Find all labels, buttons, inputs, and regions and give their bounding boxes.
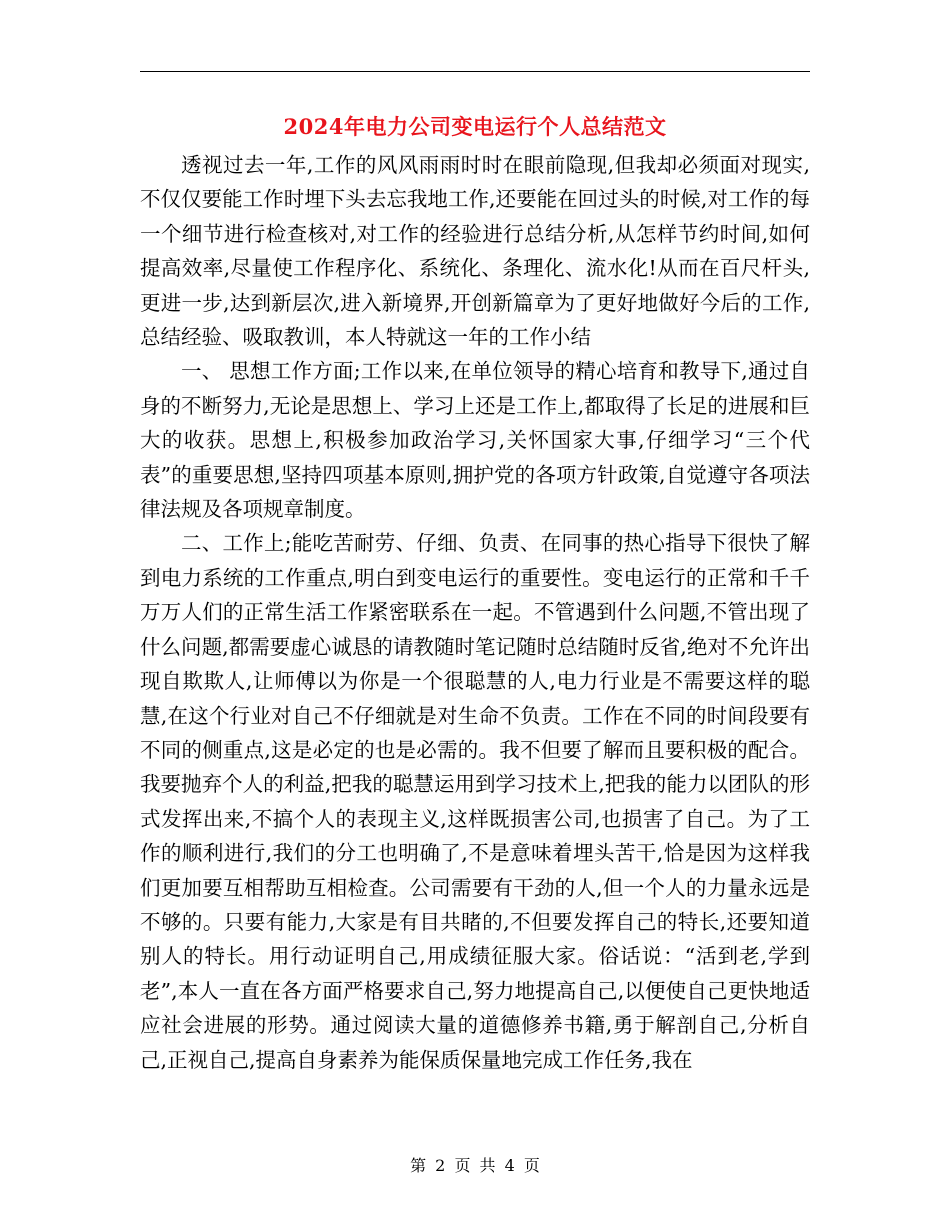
document-title: 2024年电力公司变电运行个人总结范文 bbox=[283, 114, 667, 139]
page-footer: 第 2 页 共 4 页 bbox=[410, 1156, 540, 1175]
header-rule bbox=[140, 71, 810, 72]
document-body bbox=[140, 148, 810, 1077]
paragraph-intro: 透视过去一年,工作的风风雨雨时时在眼前隐现,但我却必须面对现实,不仅仅要能工作时埋下头去忘我地工作,还要能在回过头的时候,对工作的每一个细节进行检查核对,对工作的经验进行总结分析,从怎样节约时间,如何提高效率,尽量使工作程序化、系统化、条理化、流水化!从而在百尺杆头,更进一步,达到新层次,进入新境界,开创新篇章为了更好地做好今后的工作,总结经验、吸取教训，本人特就这一年的工作小结 bbox=[140, 153, 810, 350]
paragraph-thought-work: 一、 思想工作方面;工作以来,在单位领导的精心培育和教导下,通过自身的不断努力,无论是思想上、学习上还是工作上,都取得了长足的进展和巨大的收获。思想上,积极参加政治学习,关怀国家大事,仔细学习“三个代表”的重要思想,坚持四项基本原则,拥护党的各项方针政策,自觉遵守各项法律法规及各项规章制度。 bbox=[140, 359, 810, 522]
paragraph-work: 二、工作上;能吃苦耐劳、仔细、负责、在同事的热心指导下很快了解到电力系统的工作重点,明白到变电运行的重要性。变电运行的正常和千千万万人们的正常生活工作紧密联系在一起。不管遇到什么问题,不管出现了什么问题,都需要虚心诚恳的请教随时笔记随时总结随时反省,绝对不允许出现自欺欺人,让师傅以为你是一个很聪慧的人,电力行业是不需要这样的聪慧,在这个行业对自己不仔细就是对生命不负责。工作在不同的时间段要有不同的侧重点,这是必定的也是必需的。我不但要了解而且要积极的配合。我要抛弃个人的利益,把我的聪慧运用到学习技术上,把我的能力以团队的形式发挥出来,不搞个人的表现主义,这样既损害公司,也损害了自己。为了工作的顺利进行,我们的分工也明确了,不是意味着埋头苦干,恰是因为这样我们更加要互相帮助互相检查。公司需要有干劲的人,但一个人的力量永远是不够的。只要有能力,大家是有目共睹的,不但要发挥自己的特长,还要知道别人的特长。用行动证明自己,用成绩征服大家。俗话说：“活到老,学到老”,本人一直在各方面严格要求自己,努力地提高自己,以便使自己更快地适应社会进展的形势。通过阅读大量的道德修养书籍,勇于解剖自己,分析自己,正视自己,提高自身素养为能保质保量地完成工作任务,我在 bbox=[140, 531, 810, 1072]
